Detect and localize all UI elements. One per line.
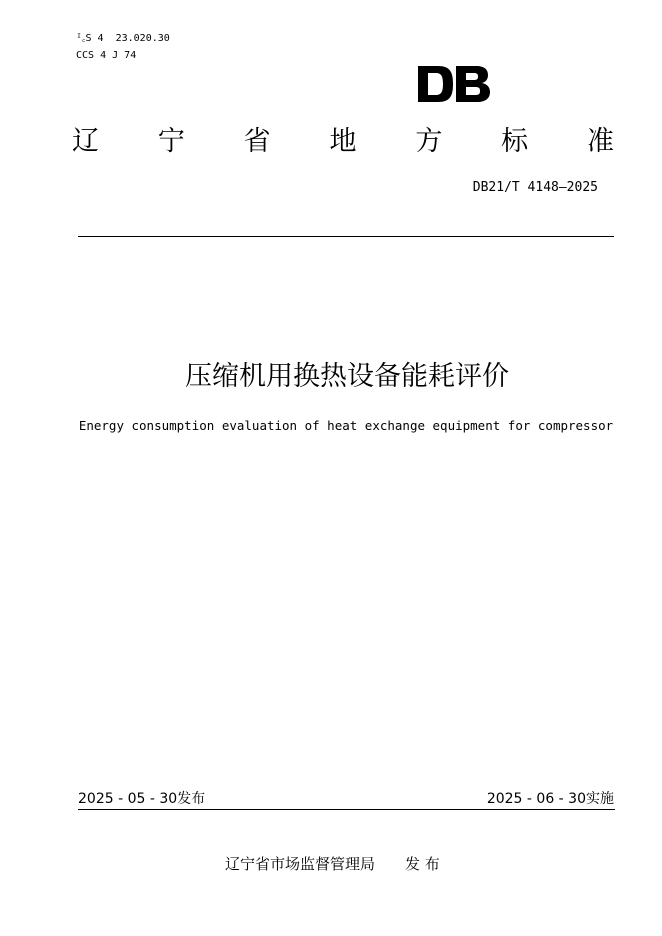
standard-type-char: 省 <box>243 126 271 157</box>
standard-type <box>72 122 614 162</box>
ics-label: ᴵ꜀S 4 <box>76 33 104 44</box>
standard-type-char: 标 <box>501 126 529 157</box>
ics-row <box>76 30 170 47</box>
standard-type-char: 辽 <box>72 126 99 157</box>
title-english: Energy consumption evaluation of heat exchange equipment for compressor <box>78 418 614 433</box>
ccs-value: J 74 <box>112 50 137 61</box>
publish-date-line <box>78 789 205 809</box>
top-divider <box>78 236 614 237</box>
standard-type-char: 方 <box>415 126 443 157</box>
implement-date: 2025 - 06 - 30 <box>486 791 586 807</box>
ccs-label: CCS 4 <box>76 50 107 61</box>
issuer-action: 发 布 <box>405 855 440 873</box>
standard-type-char: 准 <box>586 126 614 157</box>
ccs-row <box>76 47 170 64</box>
publish-label: 发布 <box>177 791 206 807</box>
standard-number: DB21/T 4148—2025 <box>472 180 598 195</box>
db-logo <box>418 66 490 102</box>
bottom-divider <box>78 809 615 810</box>
classification-codes <box>76 30 170 64</box>
issuer-name: 辽宁省市场监督管理局 <box>225 855 376 873</box>
title-chinese: 压缩机用换热设备能耗评价 <box>185 361 509 392</box>
ics-value: 23.020.30 <box>115 33 170 44</box>
implement-label: 实施 <box>586 791 614 807</box>
standard-type-char: 宁 <box>157 126 185 157</box>
implement-date-line <box>487 789 614 809</box>
issuer-line <box>225 853 440 875</box>
standard-type-char: 地 <box>329 126 357 157</box>
publish-date: 2025 - 05 - 30 <box>78 791 178 807</box>
